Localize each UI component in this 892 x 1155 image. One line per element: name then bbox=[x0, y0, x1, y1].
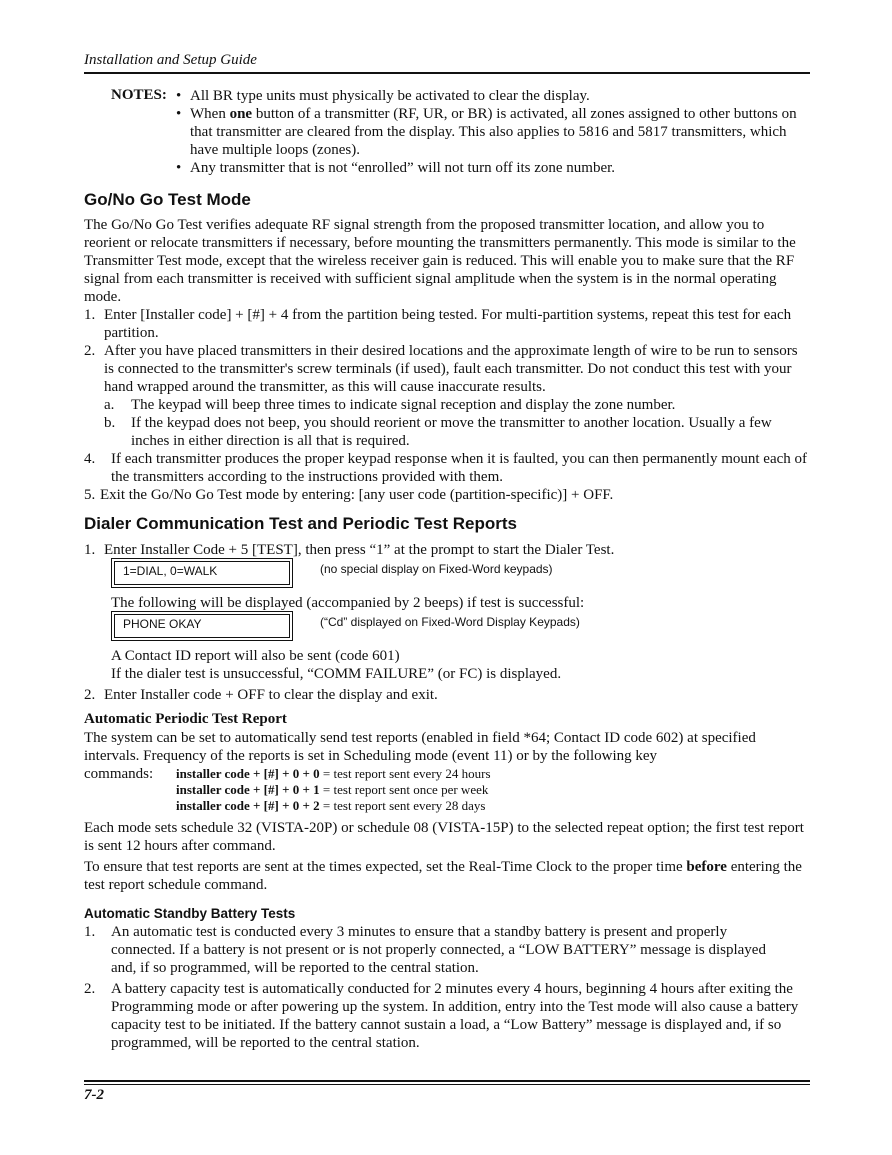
page-number: 7-2 bbox=[84, 1087, 104, 1103]
contact-id-text: A Contact ID report will also be sent (code 601) bbox=[111, 648, 400, 664]
commands-label: commands: bbox=[84, 766, 154, 782]
substep-letter: a. bbox=[104, 397, 115, 413]
battery-item-text: An automatic test is conducted every 3 minutes to ensure that a standby battery is present and properly connected. If a battery is not present or is not properly connected, a “LOW BATTERY” message is displayed and, if so programmed, will be reported to the central station. bbox=[111, 924, 766, 976]
periodic-intro: The system can be set to automatically send test reports (enabled in field *64; Contact ID code 602) at specified intervals. Frequency of the reports is set in Scheduling mode (event 11) or by the following key bbox=[84, 730, 756, 764]
key-command bbox=[176, 798, 486, 814]
keypad-display bbox=[111, 611, 293, 641]
header-rule bbox=[84, 72, 810, 74]
battery-item-text: A battery capacity test is automatically conducted for 2 minutes every 4 hours, beginning 4 hours after exiting the Programming mode or after powering up the system. In addition, entry into the Test mode will also cause a battery capacity test to be initiated. If the battery cannot sustain a load, a “Low Battery” message is displayed and, if so programmed, will be reported to the central station. bbox=[111, 981, 799, 1051]
failure-text: If the dialer test is unsuccessful, “COMM FAILURE” (or FC) is displayed. bbox=[111, 666, 562, 682]
note-text: All BR type units must physically be activated to clear the display. bbox=[190, 88, 590, 104]
step-number: 1. bbox=[84, 542, 96, 558]
step-number: 2. bbox=[84, 343, 96, 359]
step-text: Exit the Go/No Go Test mode by entering: [any user code (partition-specific)] + OFF. bbox=[100, 487, 614, 503]
step-text: Enter Installer Code + 5 [TEST], then press “1” at the prompt to start the Dialer Test. bbox=[104, 542, 615, 558]
dialer-following-text: The following will be displayed (accompanied by 2 beeps) if test is successful: bbox=[111, 595, 585, 611]
keypad-display bbox=[111, 558, 293, 588]
subsection-heading-periodic: Automatic Periodic Test Report bbox=[84, 711, 287, 727]
display-note: (no special display on Fixed-Word keypads) bbox=[320, 562, 553, 576]
substep-text: If the keypad does not beep, you should reorient or move the transmitter to another location. Usually a few inches in either direction is all that is required. bbox=[131, 415, 772, 449]
keypad-display-text: PHONE OKAY bbox=[114, 614, 290, 638]
notes-label: NOTES: bbox=[111, 87, 167, 103]
substep-text: The keypad will beep three times to indicate signal reception and display the zone number. bbox=[131, 397, 676, 413]
step-number: 1. bbox=[84, 924, 96, 940]
clock-text-part: To ensure that test reports are sent at the times expected, set the Real-Time Clock to the proper time bbox=[84, 859, 687, 875]
note-text: button of a transmitter (RF, UR, or BR) is activated, all zones assigned to other buttons on that transmitter are cleared from the display. This also applies to 5816 and 5817 transmitters, which have multiple loops (zones). bbox=[190, 106, 797, 158]
note-text: When bbox=[190, 106, 230, 122]
note-item bbox=[176, 159, 816, 177]
step-number: 2. bbox=[84, 981, 96, 997]
keypad-display-text: 1=DIAL, 0=WALK bbox=[114, 561, 290, 585]
step-number: 4. bbox=[84, 451, 96, 467]
step-number: 5. bbox=[84, 487, 96, 503]
key-command bbox=[176, 766, 491, 782]
step-text: If each transmitter produces the proper keypad response when it is faulted, you can then permanently mount each of the transmitters according to the instructions provided with them. bbox=[111, 451, 808, 485]
gonogo-intro: The Go/No Go Test verifies adequate RF signal strength from the proposed transmitter location, and allow you to reorient or relocate transmitters if necessary, before mounting the transmitters permanently. This mode is similar to the Transmitter Test mode, except that the wireless receiver gain is reduced. This will enable you to make sure that the RF signal from each transmitter is received with sufficient signal amplitude when the system is in the normal operating mode. bbox=[84, 217, 796, 305]
subsection-heading-battery: Automatic Standby Battery Tests bbox=[84, 906, 296, 921]
step-text: Enter [Installer code] + [#] + 4 from the partition being tested. For multi-partition systems, repeat this test for each partition. bbox=[104, 307, 792, 341]
command-result: = test report sent every 28 days bbox=[319, 798, 486, 813]
notes-list bbox=[176, 87, 816, 177]
command-result: = test report sent once per week bbox=[319, 782, 489, 797]
clock-text-part: entering the test report schedule command. bbox=[84, 859, 802, 893]
schedule-text: Each mode sets schedule 32 (VISTA-20P) or schedule 08 (VISTA-15P) to the selected repeat option; the first test report is sent 12 hours after command. bbox=[84, 820, 804, 854]
clock-emphasis: before bbox=[686, 859, 727, 875]
note-item bbox=[176, 105, 816, 159]
section-heading-dialer: Dialer Communication Test and Periodic Test Reports bbox=[84, 514, 517, 533]
footer-rule bbox=[84, 1080, 810, 1082]
note-item bbox=[176, 87, 816, 105]
command-keys: installer code + [#] + 0 + 0 bbox=[176, 766, 320, 781]
section-heading-gonogo: Go/No Go Test Mode bbox=[84, 190, 251, 209]
key-command bbox=[176, 782, 488, 798]
command-keys: installer code + [#] + 0 + 2 bbox=[176, 798, 320, 813]
clock-text bbox=[84, 858, 812, 894]
footer-rule bbox=[84, 1084, 810, 1085]
running-header: Installation and Setup Guide bbox=[84, 52, 257, 68]
step-number: 2. bbox=[84, 687, 96, 703]
display-note: (“Cd” displayed on Fixed-Word Display Keypads) bbox=[320, 615, 580, 629]
command-keys: installer code + [#] + 0 + 1 bbox=[176, 782, 320, 797]
step-number: 1. bbox=[84, 307, 96, 323]
command-result: = test report sent every 24 hours bbox=[319, 766, 491, 781]
note-emphasis: one bbox=[229, 106, 253, 122]
step-text: After you have placed transmitters in their desired locations and the approximate length of wire to be run to sensors is connected to the transmitter's screw terminals (if used), fault each transmitter. Do not conduct this test with your hand wrapped around the transmitter, as this will cause inaccurate results. bbox=[104, 343, 798, 395]
note-text: Any transmitter that is not “enrolled” will not turn off its zone number. bbox=[190, 160, 616, 176]
step-text: Enter Installer code + OFF to clear the display and exit. bbox=[104, 687, 438, 703]
substep-letter: b. bbox=[104, 415, 116, 431]
